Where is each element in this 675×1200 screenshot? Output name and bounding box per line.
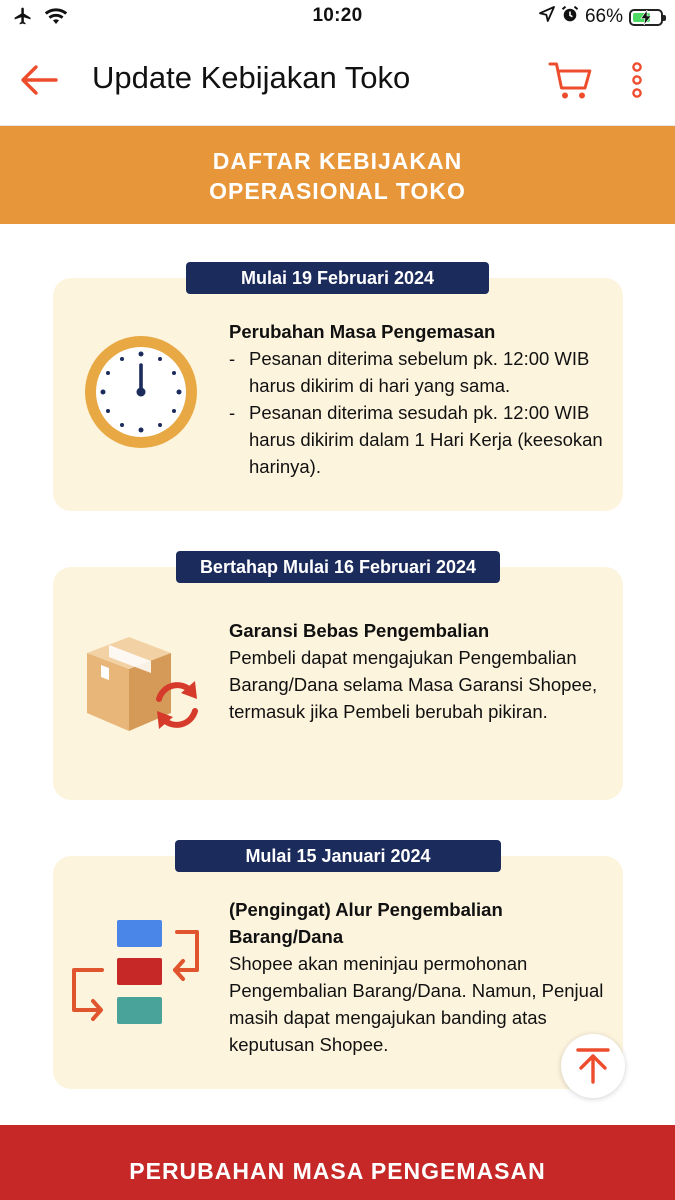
status-time: 10:20 — [312, 5, 363, 26]
policy-card-packing — [53, 278, 623, 511]
policy-title: Garansi Bebas Pengembalian — [229, 620, 490, 641]
box-return-icon — [87, 633, 207, 738]
app-header — [0, 34, 675, 126]
scroll-to-top-button[interactable] — [561, 1034, 625, 1098]
section-heading-banner: PERUBAHAN MASA PENGEMASAN — [0, 1125, 675, 1200]
arrow-up-to-top-icon — [561, 1034, 625, 1098]
date-badge: Mulai 15 Januari 2024 — [175, 840, 501, 872]
policy-title: (Pengingat) Alur Pengembalian Barang/Dana — [229, 899, 503, 947]
policy-bullet: - Pesanan diterima sesudah pk. 12:00 WIB harus dikirim dalam 1 Hari Kerja (keesokan harinya). — [229, 402, 603, 477]
battery-percent: 66% — [584, 6, 623, 27]
back-arrow-icon — [18, 58, 62, 102]
banner-line-1: DAFTAR KEBIJAKAN — [212, 148, 463, 174]
location-icon — [539, 6, 555, 28]
return-flow-icon — [69, 918, 209, 1033]
battery-charging-icon — [629, 9, 663, 26]
policy-card-return-guarantee — [53, 567, 623, 800]
cart-button[interactable] — [548, 58, 594, 104]
more-vertical-icon — [622, 58, 652, 104]
alarm-icon — [561, 5, 579, 29]
policy-description: Shopee akan meninjau permohonan Pengembalian Barang/Dana. Namun, Penjual masih dapat mengajukan banding atas keputusan Shopee. — [229, 953, 604, 1055]
date-badge: Bertahap Mulai 16 Februari 2024 — [176, 551, 500, 583]
policy-bullet: - Pesanan diterima sebelum pk. 12:00 WIB harus dikirim di hari yang sama. — [229, 348, 590, 396]
policy-list-banner — [0, 126, 675, 224]
more-options-button[interactable] — [622, 58, 652, 104]
back-button[interactable] — [18, 58, 62, 102]
policy-card-return-flow — [53, 856, 623, 1089]
page-title: Update Kebijakan Toko — [92, 60, 411, 95]
clock-icon — [83, 334, 199, 455]
banner-line-2: OPERASIONAL TOKO — [209, 178, 466, 204]
status-bar — [0, 0, 675, 34]
policy-description: Pembeli dapat mengajukan Pengembalian Barang/Dana selama Masa Garansi Shopee, termasuk jika Pembeli berubah pikiran. — [229, 647, 598, 722]
cart-icon — [548, 58, 594, 104]
policy-title: Perubahan Masa Pengemasan — [229, 321, 496, 342]
date-badge: Mulai 19 Februari 2024 — [186, 262, 489, 294]
